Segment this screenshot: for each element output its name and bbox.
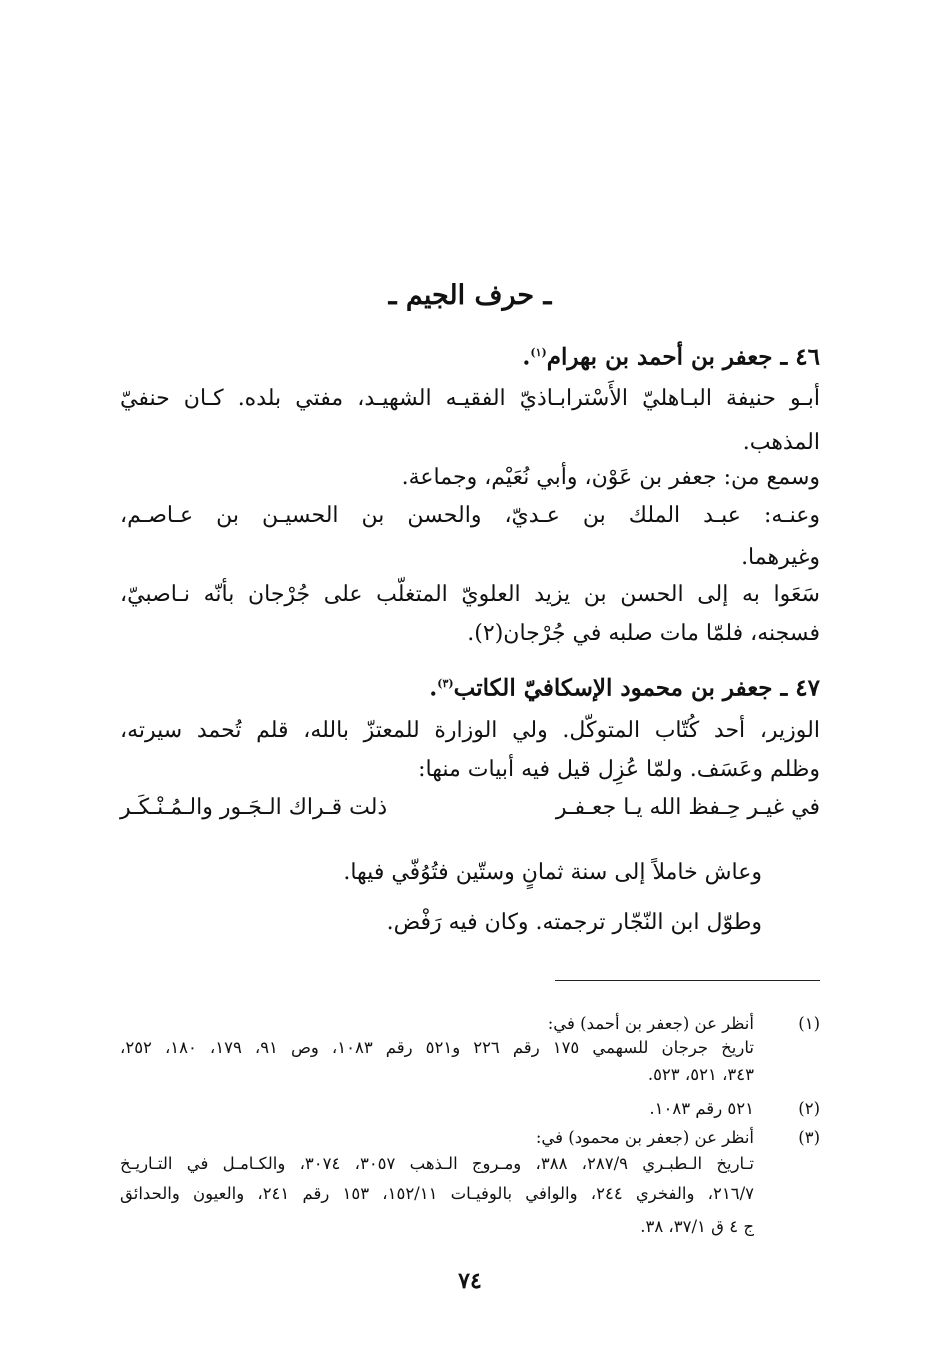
footnote-number: (٢) <box>798 1099 820 1118</box>
verse-first-hemistich: في غيـر حِـفظ الله يـا جعـفـر <box>555 795 820 820</box>
entry-47-after-2: وطوّل ابن النّجّار ترجمته. وكان فيه رَفْض. <box>386 910 762 935</box>
entry-47-title <box>120 669 820 704</box>
footnote-line: ٥٢١ رقم ١٠٨٣. <box>649 1099 754 1118</box>
entry-46-title-end: . <box>522 343 531 371</box>
entry-47-after-1: وعاش خاملاً إلى سنة ثمانٍ وستّين فتُوُفّي فيها. <box>343 860 762 885</box>
page-number: ٧٤ <box>458 1268 482 1294</box>
footnote-separator <box>555 980 820 981</box>
verse-second-hemistich: ذلت قـراك الـجَـور والـمُـنْـكَـر <box>120 795 388 820</box>
entry-46-title <box>120 338 820 373</box>
entry-46-line-6: سَعَوا به إلى الحسن بن يزيد العلويّ المتغلّب على جُرْجان بأنّه نـاصبيّ، <box>120 582 820 607</box>
entry-46-title-text: ٤٦ ـ جعفر بن أحمد بن بهرام <box>546 343 820 371</box>
entry-46-line-4: وعنـه: عبـد الملك بن عـديّ، والحسن بن الحسيـن بن عـاصـم، <box>120 503 820 528</box>
footnote-number: (٣) <box>798 1128 820 1147</box>
entry-47-line-2: وظلم وعَسَف. ولمّا عُزِل قيل فيه أبيات منها: <box>418 757 820 782</box>
poem-verse <box>120 795 820 820</box>
entry-47-line-1: الوزير، أحد كُتّاب المتوكّل. ولي الوزارة للمعتزّ بالله، قلم تُحمد سيرته، <box>120 718 820 743</box>
footnote-line: ٣٤٣، ٥٢١، ٥٢٣. <box>647 1065 754 1084</box>
entry-47-title-text: ٤٧ ـ جعفر بن محمود الإسكافيّ الكاتب <box>453 674 820 702</box>
entry-46-line-7: فسجنه، فلمّا مات صلبه في جُرْجان(٢). <box>467 621 820 646</box>
footnote-line: تـاريخ الـطبـري ٢٨٧/٩، ٣٨٨، ومـروج الـذهب ٣٠٥٧، ٣٠٧٤، والكـامـل في التـاريـخ <box>120 1154 754 1173</box>
section-heading: ـ حرف الجيم ـ <box>388 280 552 311</box>
entry-46-line-5: وغيرهما. <box>741 545 820 570</box>
footnote-number: (١) <box>798 1014 820 1033</box>
footnote-line: أنظر عن (جعفر بن أحمد) في: <box>547 1014 754 1033</box>
footnote-line: ٢١٦/٧، والفخري ٢٤٤، والوافي بالوفيـات ١٥٢/١١، ١٥٣ رقم ٢٤١، والعيون والحدائق <box>120 1184 755 1203</box>
footnote-line: أنظر عن (جعفر بن محمود) في: <box>535 1128 754 1147</box>
entry-46-line-1: أبـو حنيفة البـاهليّ الأَسْترابـاذيّ الفقيـه الشهيـد، مفتي بلده. كـان حنفيّ <box>120 386 820 411</box>
footnote-ref-3[interactable]: (٣) <box>437 677 454 690</box>
footnote-line: ج ٤ ق ٣٧/١، ٣٨. <box>640 1217 754 1236</box>
entry-47-title-end: . <box>429 674 438 702</box>
footnote-ref-1[interactable]: (١) <box>530 346 547 359</box>
footnote-line: تاريخ جرجان للسهمي ١٧٥ رقم ٢٢٦ و٥٢١ رقم ١٠٨٣، وص ٩١، ١٧٩، ١٨٠، ٢٥٢، <box>120 1038 754 1057</box>
entry-46-line-3: وسمع من: جعفر بن عَوْن، وأبي نُعَيْم، وجماعة. <box>401 465 820 490</box>
entry-46-line-2: المذهب. <box>742 430 820 455</box>
